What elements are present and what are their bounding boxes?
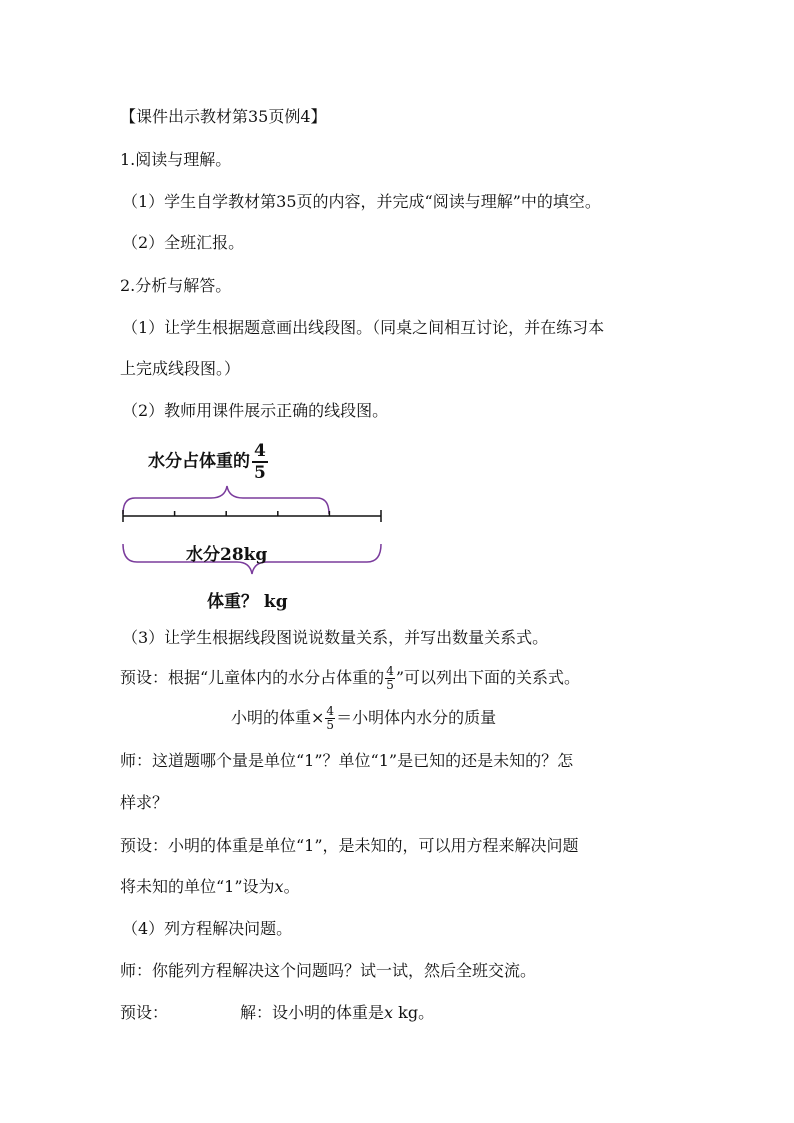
relation-formula <box>231 700 496 736</box>
diagram-top-label <box>148 441 268 483</box>
preset-solution-mid: 解：设小明的体重是 <box>240 1003 385 1022</box>
preset-answer-b-post: 。 <box>283 877 300 896</box>
preset-relation-post: ”可以列出下面的关系式。 <box>395 668 581 687</box>
step-1-2: （2）全班汇报。 <box>122 233 245 252</box>
fraction-denominator: 5 <box>326 718 335 732</box>
step-2-1-line-a: （1）让学生根据题意画出线段图。（同桌之间相互讨论，并在练习本 <box>122 318 605 337</box>
variable-x: x <box>274 877 284 896</box>
formula-pre: 小明的体重× <box>231 708 325 727</box>
teacher-question-a: 师：这道题哪个量是单位“1”？单位“1”是已知的还是未知的？怎 <box>120 751 574 770</box>
preset-relation-pre: 预设：根据“儿童体内的水分占体重的 <box>120 668 385 687</box>
step-2-4: （4）列方程解决问题。 <box>122 919 293 938</box>
preset-solution-pre: 预设： <box>120 1003 169 1022</box>
step-2-1-line-b: 上完成线段图。） <box>120 359 241 378</box>
step-1-1: （1）学生自学教材第35页的内容，并完成“阅读与理解”中的填空。 <box>122 192 601 211</box>
diagram-fraction <box>252 441 268 483</box>
teacher-question-b: 样求？ <box>120 793 169 812</box>
diagram-bottom-label: 体重？ kg <box>207 592 288 612</box>
preset-answer-b-pre: 将未知的单位“1”设为 <box>120 877 275 896</box>
fraction-numerator: 4 <box>386 664 394 678</box>
heading-line: 【课件出示教材第35页例4】 <box>120 107 327 126</box>
section-1-title: 1.阅读与理解。 <box>120 150 232 169</box>
fraction-numerator: 4 <box>326 704 335 718</box>
preset-solution-post: kg。 <box>393 1003 435 1022</box>
preset-answer-b <box>120 877 300 897</box>
formula-post: ＝小明体内水分的质量 <box>336 708 497 727</box>
variable-x: x <box>384 1003 394 1022</box>
diagram-mid-label: 水分28kg <box>186 545 268 565</box>
formula-fraction <box>325 705 335 732</box>
fraction-denominator: 5 <box>254 463 266 483</box>
diagram-top-text: 水分占体重的 <box>148 451 250 472</box>
preset-relation <box>120 660 580 696</box>
line-segment-diagram <box>115 480 390 580</box>
section-2-title: 2.分析与解答。 <box>120 276 232 295</box>
preset-answer-a: 预设：小明的体重是单位“1”，是未知的，可以用方程来解决问题 <box>120 836 579 855</box>
fraction-numerator: 4 <box>254 441 266 461</box>
relation-fraction <box>385 665 395 692</box>
step-2-2: （2）教师用课件展示正确的线段图。 <box>122 401 389 420</box>
step-2-3: （3）让学生根据线段图说说数量关系，并写出数量关系式。 <box>122 628 549 647</box>
preset-solution <box>120 1003 434 1023</box>
top-brace <box>123 486 329 514</box>
teacher-prompt: 师：你能列方程解决这个问题吗？试一试，然后全班交流。 <box>120 961 537 980</box>
fraction-denominator: 5 <box>386 678 394 692</box>
